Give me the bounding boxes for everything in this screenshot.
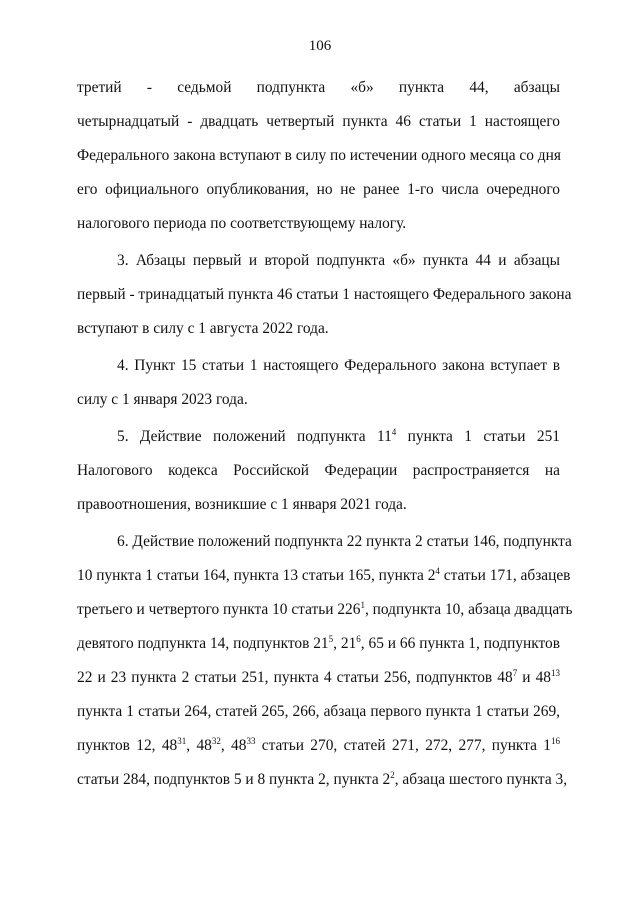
text-line: третий - седьмой подпункта «б» пункта 44, абзацы <box>77 79 560 96</box>
text-line: четырнадцатый - двадцать четвертый пункта 46 статьи 1 настоящего <box>77 113 560 130</box>
text-line: 22 и 23 пункта 2 статьи 251, пункта 4 статьи 256, подпунктов $48^7$ и $48^{13}$ <box>77 668 560 686</box>
text-line: налогового периода по соответствующему налогу. <box>77 215 407 232</box>
text-line: статьи 284, подпунктов 5 и 8 пункта 2, пункта $2^2$, абзаца шестого пункта 3, <box>77 770 568 788</box>
text-line: 6. Действие положений подпункта 22 пункта 2 статьи 146, подпункта <box>117 533 572 550</box>
text-line: пункта 1 статьи 264, статей 265, 266, абзаца первого пункта 1 статьи 269, <box>77 703 560 720</box>
text-line: Налогового кодекса Российской Федерации распространяется на <box>77 462 560 479</box>
text-line: правоотношения, возникшие с 1 января 2021 года. <box>77 496 407 513</box>
text-line: девятого подпункта 14, подпунктов $21^5$, $21^6$, 65 и 66 пункта 1, подпунктов <box>77 634 560 652</box>
text-line: пунктов 12, $48^{31}$, $48^{32}$, $48^{33}$ статьи 270, статей 271, 272, 277, пункта $1^{16}$ <box>77 736 560 754</box>
text-line: 5. Действие положений подпункта $11^4$ пункта 1 статьи 251 <box>117 427 560 445</box>
text-line: третьего и четвертого пункта 10 статьи $226^1$, подпункта 10, абзаца двадцать <box>77 600 573 618</box>
text-line: его официального опубликования, но не ранее 1-го числа очередного <box>77 181 560 198</box>
text-line: 3. Абзацы первый и второй подпункта «б» пункта 44 и абзацы <box>117 252 560 269</box>
text-line: 4. Пункт 15 статьи 1 настоящего Федерального закона вступает в <box>117 357 560 374</box>
text-line: 10 пункта 1 статьи 164, пункта 13 статьи 165, пункта $2^4$ статьи 171, абзацев <box>77 566 571 584</box>
page-number: 106 <box>308 38 332 54</box>
text-line: вступают в силу с 1 августа 2022 года. <box>77 320 329 337</box>
text-line: Федерального закона вступают в силу по истечении одного месяца со дня <box>77 147 561 164</box>
text-line: первый - тринадцатый пункта 46 статьи 1 настоящего Федерального закона <box>77 286 572 303</box>
text-line: силу с 1 января 2023 года. <box>77 391 248 408</box>
